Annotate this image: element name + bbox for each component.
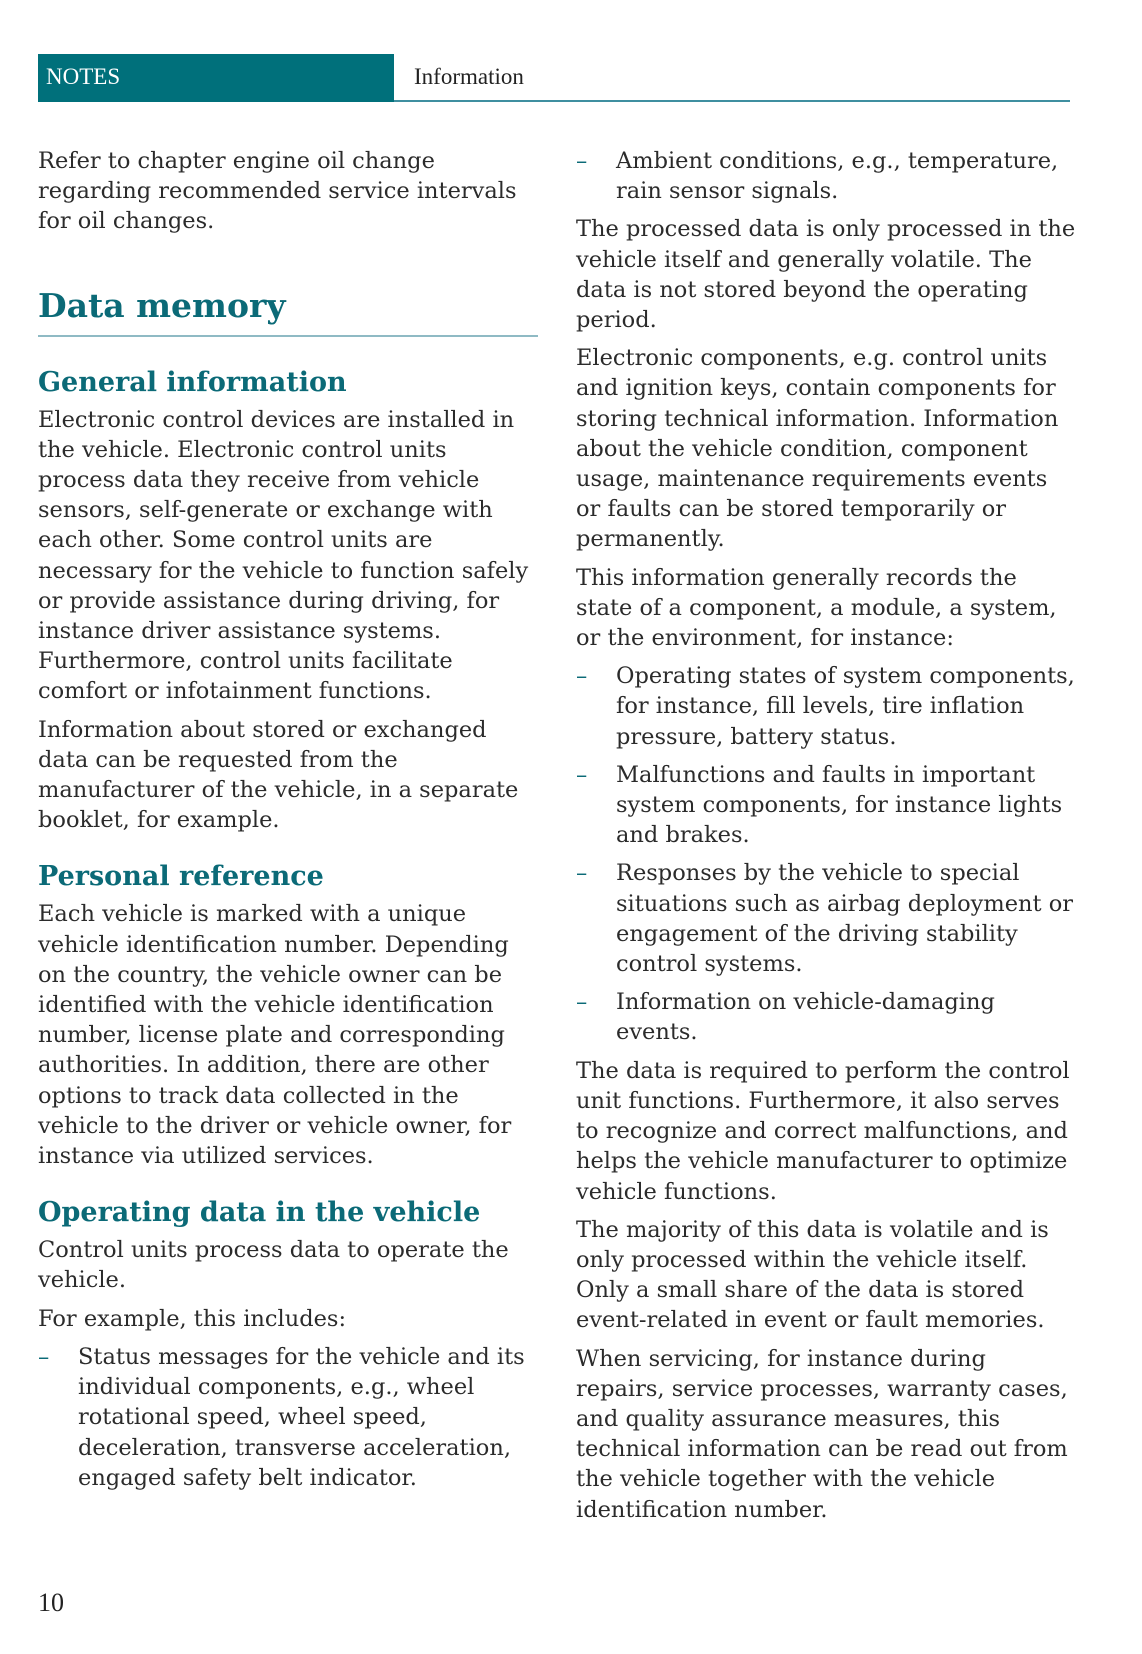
paragraph: The processed data is only processed in the vehicle itself and generally volatile. The data is not stored beyond the operating period.: [576, 216, 1076, 334]
paragraph: For example, this includes:: [38, 1305, 347, 1332]
list-item: – Information on vehicle-damaging events.: [576, 989, 995, 1046]
paragraph: Electronic components, e.g. control units and ignition keys, contain components for storing technical information. Information about the vehicle condition, component usage, maintenance requirements events or faults can be stored temporarily or permanently.: [576, 345, 1059, 553]
paragraph: Control units process data to operate the vehicle.: [38, 1237, 509, 1294]
chapter-title: Data memory: [38, 287, 538, 337]
intro-paragraph: Refer to chapter engine oil change regarding recommended service intervals for oil changes.: [38, 148, 517, 235]
paragraph: Information about stored or exchanged data can be requested from the manufacturer of the vehicle, in a separate booklet, for example.: [38, 716, 519, 834]
section-tab: NOTES: [38, 54, 394, 102]
heading-general-information: General information: [38, 366, 347, 398]
bullet-list: [576, 146, 1076, 206]
list-item: – Status messages for the vehicle and its individual components, e.g., wheel rotational speed, wheel speed, deceleration, transverse acceleration, engaged safety belt indicator.: [38, 1343, 525, 1491]
page-number: 10: [38, 1588, 64, 1617]
dash-bullet-icon: –: [38, 1343, 50, 1370]
dash-bullet-icon: –: [576, 989, 588, 1016]
paragraph: This information generally records the state of a component, a module, a system, or the environment, for instance:: [576, 564, 1057, 652]
list-item: – Responses by the vehicle to special situations such as airbag deployment or engagement of the driving stability control systems.: [576, 860, 1074, 978]
heading-personal-reference: Personal reference: [38, 861, 324, 893]
paragraph: The data is required to perform the control unit functions. Furthermore, it also serves to recognize and correct malfunctions, and helps the vehicle manufacturer to optimize vehicle functions.: [576, 1057, 1070, 1205]
right-column: [576, 146, 1076, 1533]
left-column: [38, 146, 538, 1501]
dash-bullet-icon: –: [576, 761, 588, 788]
subsection-title: Information: [414, 64, 524, 89]
page-header: [38, 54, 1070, 102]
bullet-list: [576, 661, 1076, 1047]
dash-bullet-icon: –: [576, 148, 588, 174]
dash-bullet-icon: –: [576, 663, 588, 690]
list-item: – Operating states of system components, for instance, fill levels, tire inflation pressure, battery status.: [576, 663, 1075, 750]
bullet-list: [38, 1342, 538, 1493]
dash-bullet-icon: –: [576, 860, 588, 887]
list-item: – Ambient conditions, e.g., temperature, rain sensor signals.: [576, 148, 1059, 205]
paragraph: Electronic control devices are installed in the vehicle. Electronic control units process data they receive from vehicle sensors, self-generate or exchange with each other. Some control units are necessary for the vehicle to function safely or provide assistance during driving, for instance driver assistance systems. Furthermore, control units facilitate comfort or infotainment functions.: [38, 406, 529, 705]
paragraph: Each vehicle is marked with a unique vehicle identification number. Depending on the country, the vehicle owner can be identified with the vehicle identification number, license plate and corresponding authorities. In addition, there are other options to track data collected in the vehicle to the driver or vehicle owner, for instance via utilized services.: [38, 901, 512, 1170]
list-item: – Malfunctions and faults in important system components, for instance lights and brakes.: [576, 761, 1063, 849]
heading-operating-data: Operating data in the vehicle: [38, 1197, 481, 1229]
paragraph: The majority of this data is volatile and is only processed within the vehicle itself. Only a small share of the data is stored event-related in event or fault memories.: [576, 1216, 1049, 1334]
paragraph: When servicing, for instance during repairs, service processes, warranty cases, and quality assurance measures, this technical information can be read out from the vehicle together with the vehicle identification number.: [576, 1345, 1068, 1523]
